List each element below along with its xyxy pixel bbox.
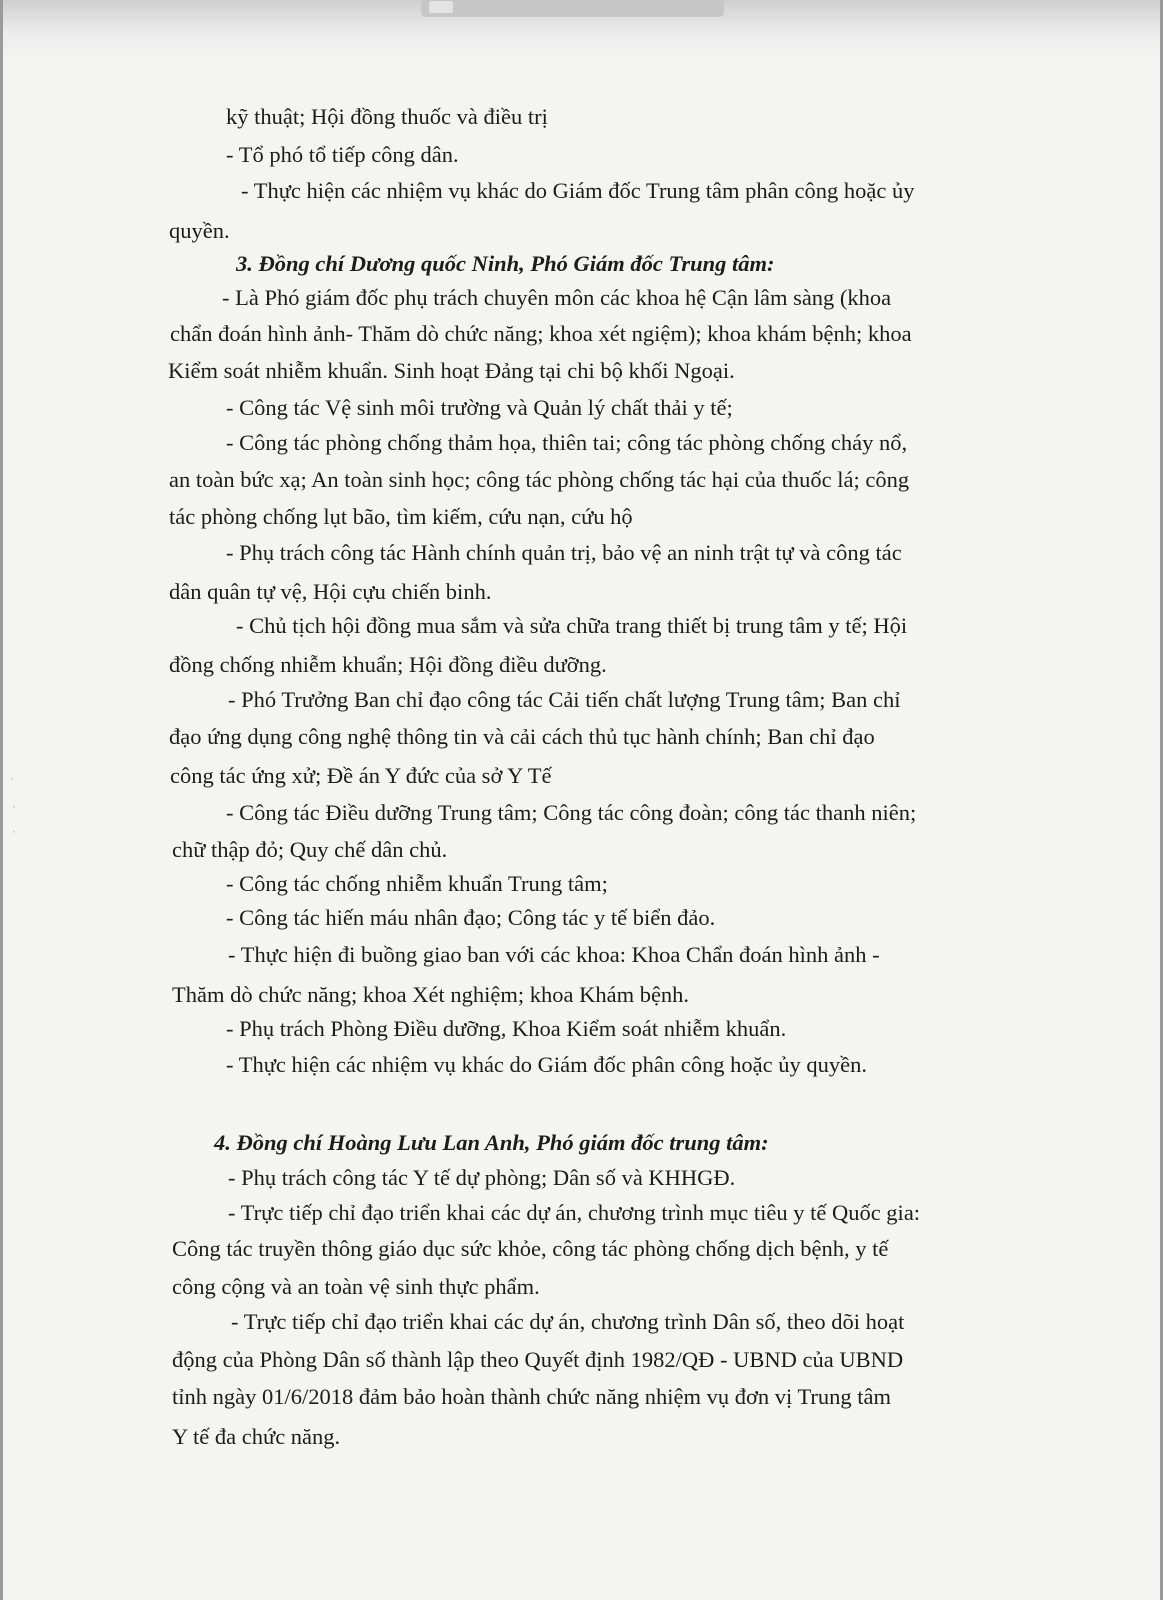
doc-line: dân quân tự vệ, Hội cựu chiến binh. [169, 579, 492, 604]
doc-line: chữ thập đỏ; Quy chế dân chủ. [172, 837, 448, 862]
doc-line: - Tổ phó tổ tiếp công dân. [226, 142, 459, 167]
section-heading: 3. Đồng chí Dương quốc Ninh, Phó Giám đốc Trung tâm: [236, 251, 775, 276]
doc-line: động của Phòng Dân số thành lập theo Quyết định 1982/QĐ - UBND của UBND [172, 1347, 904, 1372]
doc-line: Y tế đa chức năng. [172, 1424, 341, 1449]
doc-line: quyền. [169, 218, 230, 243]
doc-line: Kiểm soát nhiễm khuẩn. Sinh hoạt Đảng tại chi bộ khối Ngoại. [168, 358, 735, 383]
doc-line: kỹ thuật; Hội đồng thuốc và điều trị [226, 104, 548, 129]
doc-line: - Công tác chống nhiễm khuẩn Trung tâm; [226, 871, 608, 896]
doc-line: - Công tác phòng chống thảm họa, thiên tai; công tác phòng chống cháy nổ, [226, 430, 908, 455]
doc-line: đạo ứng dụng công nghệ thông tin và cải cách thủ tục hành chính; Ban chỉ đạo [169, 724, 875, 749]
doc-line: chẩn đoán hình ảnh- Thăm dò chức năng; khoa xét ngiệm); khoa khám bệnh; khoa [170, 321, 912, 346]
margin-hole-mark: · [12, 825, 16, 839]
doc-line: công cộng và an toàn vệ sinh thực phẩm. [172, 1274, 540, 1299]
doc-line: Công tác truyền thông giáo dục sức khỏe, công tác phòng chống dịch bệnh, y tế [172, 1236, 889, 1261]
doc-line: Thăm dò chức năng; khoa Xét nghiệm; khoa Khám bệnh. [172, 982, 690, 1007]
doc-line: - Chủ tịch hội đồng mua sắm và sửa chữa trang thiết bị trung tâm y tế; Hội [236, 613, 908, 638]
doc-line: đồng chống nhiễm khuẩn; Hội đồng điều dưỡng. [169, 652, 607, 677]
doc-line: tỉnh ngày 01/6/2018 đảm bảo hoàn thành chức năng nhiệm vụ đơn vị Trung tâm [172, 1384, 892, 1409]
doc-line: - Phụ trách Phòng Điều dưỡng, Khoa Kiểm soát nhiễm khuẩn. [226, 1016, 787, 1041]
doc-line: - Trực tiếp chỉ đạo triển khai các dự án, chương trình Dân số, theo dõi hoạt [231, 1309, 905, 1334]
doc-line: - Phụ trách công tác Y tế dự phòng; Dân số và KHHGĐ. [228, 1165, 736, 1190]
margin-hole-mark: · [12, 800, 16, 814]
doc-line: - Thực hiện các nhiệm vụ khác do Giám đốc phân công hoặc ủy quyền. [226, 1052, 867, 1077]
doc-line: công tác ứng xử; Đề án Y đức của sở Y Tế [170, 763, 552, 788]
margin-hole-mark: · [10, 772, 14, 786]
doc-line: - Công tác hiến máu nhân đạo; Công tác y tế biển đảo. [226, 905, 716, 930]
doc-line: tác phòng chống lụt bão, tìm kiếm, cứu nạn, cứu hộ [169, 504, 633, 529]
section-heading: 4. Đồng chí Hoàng Lưu Lan Anh, Phó giám đốc trung tâm: [214, 1130, 769, 1155]
doc-line: - Thực hiện đi buồng giao ban với các khoa: Khoa Chẩn đoán hình ảnh - [228, 942, 880, 967]
doc-line: - Phó Trưởng Ban chỉ đạo công tác Cải tiến chất lượng Trung tâm; Ban chỉ [228, 687, 901, 712]
doc-line: - Thực hiện các nhiệm vụ khác do Giám đốc Trung tâm phân công hoặc ủy [241, 178, 915, 203]
doc-line: - Công tác Điều dưỡng Trung tâm; Công tác công đoàn; công tác thanh niên; [226, 800, 917, 825]
doc-line: - Công tác Vệ sinh môi trường và Quản lý chất thải y tế; [226, 395, 733, 420]
doc-line: - Là Phó giám đốc phụ trách chuyên môn các khoa hệ Cận lâm sàng (khoa [222, 285, 892, 310]
doc-line: - Phụ trách công tác Hành chính quản trị, bảo vệ an ninh trật tự và công tác [226, 540, 902, 565]
doc-line: an toàn bức xạ; An toàn sinh học; công tác phòng chống tác hại của thuốc lá; công [169, 467, 910, 492]
doc-line: - Trực tiếp chỉ đạo triển khai các dự án, chương trình mục tiêu y tế Quốc gia: [228, 1200, 921, 1225]
